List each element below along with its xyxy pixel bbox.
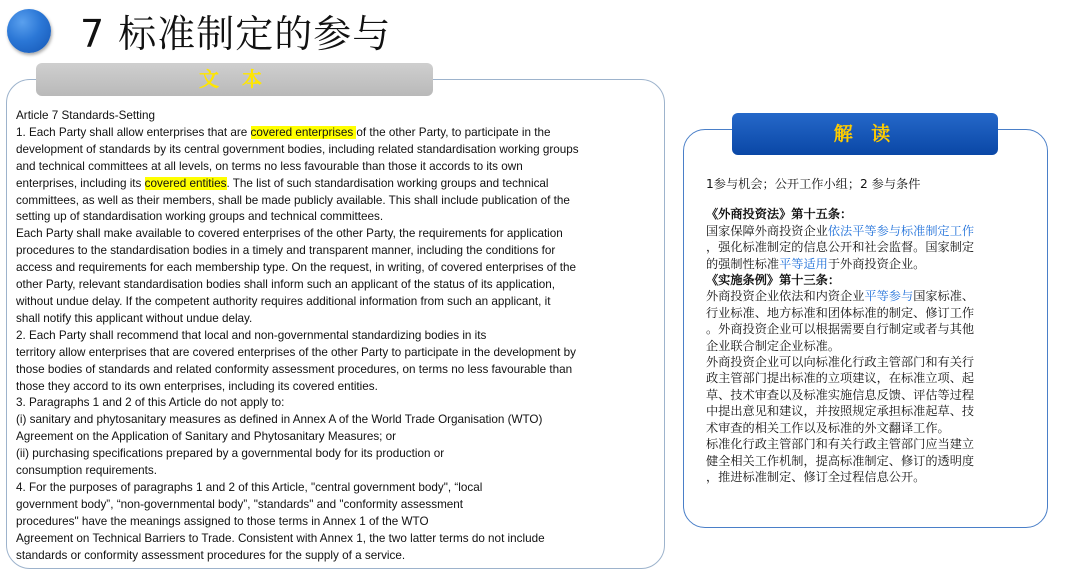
text-span: 国家标准、: [913, 289, 975, 304]
article-line: Agreement on Technical Barriers to Trade. Consistent with Annex 1, the two latter terms do not include: [16, 531, 545, 545]
article-line: procedures to the standardisation bodies in a timely and transparent manner, including the conditions for: [16, 244, 556, 258]
article-line: access and requirements for each membership type. On the request, in writing, of covered enterprises of the: [16, 261, 576, 275]
text-span: of the other Party, to participate in the: [356, 125, 551, 139]
text-span: 外商投资企业依法和内资企业: [706, 289, 865, 304]
law2-title: 《实施条例》第十三条：: [706, 273, 841, 288]
article-line: 2. Each Party shall recommend that local and non-governmental standardizing bodies in its: [16, 328, 487, 342]
article-line: consumption requirements.: [16, 464, 157, 478]
emphasis-text: 平等适用: [779, 256, 828, 271]
interpretation-tab-label: 解 读: [732, 113, 998, 155]
text-tab-label: 文 本: [36, 63, 433, 96]
article-line: Agreement on the Application of Sanitary and Phytosanitary Measures; or: [16, 430, 397, 444]
text-span: 国家保障外商投资企业: [706, 223, 828, 238]
law1-title: 《外商投资法》第十五条：: [706, 207, 853, 222]
law-line: [706, 223, 1022, 239]
law-line: 政主管部门提出标准的立项建议，在标准立项、起: [706, 371, 975, 386]
text-span: enterprises, including its: [16, 176, 145, 190]
text-span: 于外商投资企业。: [827, 256, 926, 271]
article-line: Each Party shall make available to covered enterprises of the other Party, the requirements for application: [16, 227, 563, 241]
article-line: procedures" have the meanings assigned to those terms in Annex 1 of the WTO: [16, 514, 429, 528]
article-line: territory allow enterprises that are covered enterprises of the other Party to participate in the development by: [16, 345, 576, 359]
article-line: government body”, “non-governmental body”, "standards" and "conformity assessment: [16, 497, 464, 511]
law-line: [706, 256, 1022, 272]
law-line: 中提出意见和建议，并按照规定承担标准起草、技: [706, 404, 975, 419]
article-line: other Party, relevant standardisation bodies shall inform such an applicant of the status of its application,: [16, 278, 556, 292]
text-span: . The list of such standardisation working groups and technical: [226, 176, 549, 190]
article-line: development of standards by its central government bodies, including related standardisation working groups: [16, 142, 579, 156]
law-line: 术审查的相关工作以及标准的外文翻译工作。: [706, 420, 950, 435]
article-line: shall notify this applicant without undue delay.: [16, 311, 253, 325]
text-span: 的强制性标准: [706, 256, 780, 271]
article-line: 3. Paragraphs 1 and 2 of this Article do not apply to:: [16, 396, 285, 410]
law-line: 。外商投资企业可以根据需要自行制定或者与其他: [706, 322, 975, 337]
interpretation-summary: 1参与机会；公开工作小组；2 参与条件: [706, 177, 921, 191]
law-line: 行业标准、地方标准和团体标准的制定、修订工作: [706, 305, 975, 320]
article-line: those bodies of standards and related conformity assessment procedures, on terms no less favourable than: [16, 362, 573, 376]
emphasis-text: 平等参与: [864, 289, 914, 304]
article-line: 4. For the purposes of paragraphs 1 and 2 of this Article, "central government body", “local: [16, 480, 483, 494]
article-line: without undue delay. If the competent authority requires additional information from such an applicant, it: [16, 294, 551, 308]
article-heading: Article 7 Standards-Setting: [16, 109, 156, 122]
article-line: (i) sanitary and phytosanitary measures as defined in Annex A of the World Trade Organisation (WTO): [16, 413, 543, 427]
law-line: 标准化行政主管部门和有关行政主管部门应当建立: [706, 437, 975, 452]
article-line: setting up of standardisation working groups and technical committees.: [16, 210, 384, 224]
article-line: and technical committees at all levels, on terms no less favourable than those it accords to its own: [16, 159, 523, 173]
law-line: 外商投资企业可以向标准化行政主管部门和有关行: [706, 355, 975, 370]
article-line: committees, as well as their members, shall be made publicly available. This shall include publication of the: [16, 193, 570, 207]
law-line: ，强化标准制定的信息公开和社会监督。国家制定: [706, 240, 975, 255]
law-line: ，推进标准制定、修订全过程信息公开。: [706, 469, 926, 484]
highlight-covered-entities: covered entities: [144, 176, 227, 190]
page-title: 7 标准制定的参与: [80, 12, 392, 56]
title-bullet-icon: [7, 9, 51, 53]
article-line: [16, 176, 656, 193]
article-text: [16, 108, 656, 564]
spacer: [706, 192, 1022, 206]
law-line: 草、技术审查以及标准实施信息反馈、评估等过程: [706, 387, 975, 402]
law-line: 企业联合制定企业标准。: [706, 338, 841, 353]
law-line: [706, 288, 1022, 304]
article-line: (ii) purchasing specifications prepared by a governmental body for its production or: [16, 447, 445, 461]
article-line: those they accord to its own enterprises, including its covered entities.: [16, 379, 378, 393]
highlight-covered-enterprises: covered enterprises: [250, 125, 357, 139]
law-line: 健全相关工作机制，提高标准制定、修订的透明度: [706, 453, 975, 468]
text-span: 1. Each Party shall allow enterprises that are: [16, 125, 251, 139]
emphasis-text: 依法平等参与标准制定工作: [827, 223, 975, 238]
article-line: standards or conformity assessment procedures for the supply of a service.: [16, 548, 406, 562]
interpretation-text: [706, 176, 1022, 485]
article-line: [16, 125, 656, 142]
